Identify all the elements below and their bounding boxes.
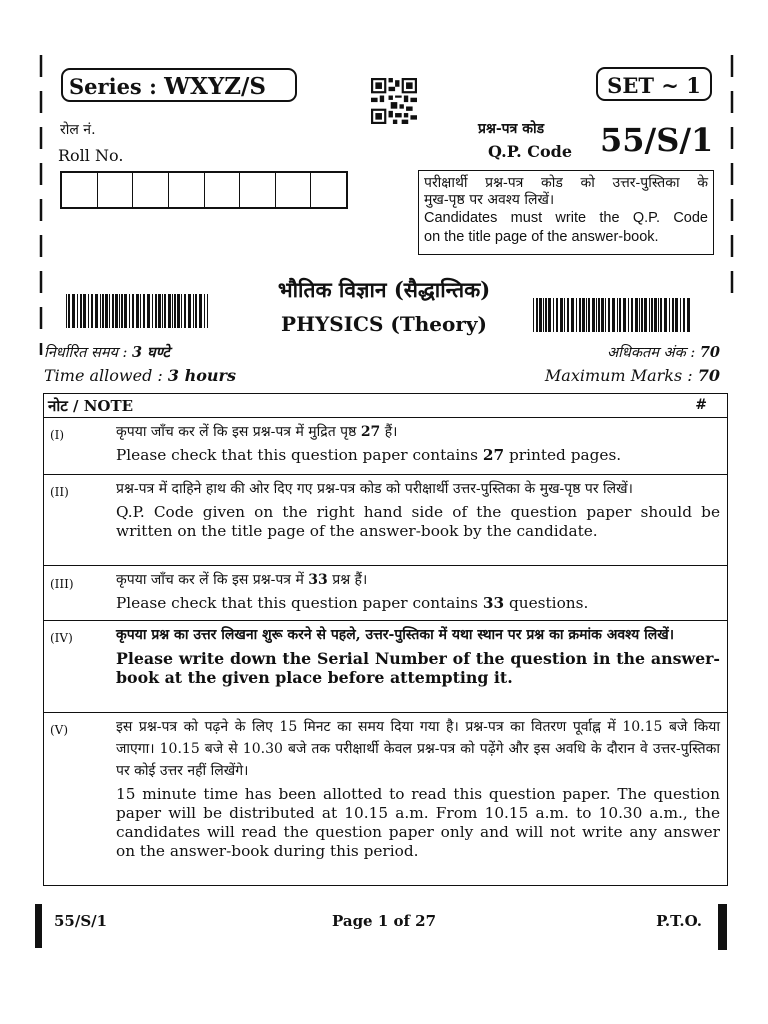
note-divider	[44, 417, 727, 418]
note-1-hi-c: हैं।	[380, 424, 398, 440]
note-item-2-hindi: प्रश्न-पत्र में दाहिने हाथ की ओर दिए गए प्रश्न-पत्र कोड को परीक्षार्थी उत्तर-पुस्तिका के मुख-पृष्ठ पर लिखें।	[116, 481, 633, 497]
marks-hi-label: अधिकतम अंक :	[607, 345, 700, 361]
notice-english-line-1: Candidates must write the Q.P. Code	[424, 210, 708, 226]
right-margin-dashes	[729, 55, 735, 295]
note-1-hi-a: कृपया जाँच कर लें कि इस प्रश्न-पत्र में मुद्रित पृष्ठ	[116, 424, 361, 440]
notice-hindi-line-2: मुख-पृष्ठ पर अवश्य लिखें।	[424, 192, 555, 208]
note-item-4-english: Please write down the Serial Number of the question in the answer-book at the given place before attempting it.	[116, 649, 720, 687]
time-en-label: Time allowed :	[44, 366, 168, 385]
note-3-hi-b: 33	[308, 572, 328, 588]
note-item-number: (IV)	[50, 631, 73, 645]
time-allowed-hindi	[44, 342, 170, 362]
roll-box[interactable]	[311, 173, 346, 207]
roll-box[interactable]	[169, 173, 205, 207]
left-margin-dashes	[38, 55, 44, 355]
qr-code-icon	[371, 78, 417, 124]
note-1-en-b: 27	[482, 446, 505, 464]
series-box	[61, 68, 297, 102]
footer-page-number: Page 1 of 27	[331, 912, 437, 930]
footer-qp-code: 55/S/1	[54, 912, 108, 930]
candidate-notice-box	[418, 170, 714, 255]
note-item-1-hindi	[116, 421, 720, 443]
note-item-3-english	[116, 594, 720, 613]
note-item-1-english	[116, 446, 720, 465]
note-heading: नोट / NOTE	[48, 397, 134, 415]
roll-box[interactable]	[98, 173, 134, 207]
note-1-en-a: Please check that this question paper contains	[116, 446, 483, 464]
note-item-4-hindi: कृपया प्रश्न का उत्तर लिखना शुरू करने से पहले, उत्तर-पुस्तिका में यथा स्थान पर प्रश्न का क्रमांक अवश्य लिखें।	[116, 627, 675, 643]
note-item-5	[116, 716, 720, 861]
notice-english-line-2: on the title page of the answer-book.	[424, 229, 659, 245]
subject-title: PHYSICS (Theory)	[281, 312, 487, 336]
note-item-3	[116, 569, 720, 613]
note-divider	[44, 620, 727, 621]
time-en-value: 3 hours	[167, 366, 236, 385]
note-item-5-hindi: इस प्रश्न-पत्र को पढ़ने के लिए 15 मिनट का समय दिया गया है। प्रश्न-पत्र का वितरण पूर्वाह्न में 10.15 बजे किया जाएगा। 10.15 बजे से 10.30 बजे तक परीक्षार्थी केवल प्रश्न-पत्र को पढ़ेंगे और इस अवधि के दौरान वे उत्तर-पुस्तिका पर कोई उत्तर नहीं लिखेंगे।	[116, 719, 720, 779]
maximum-marks	[545, 366, 720, 385]
qp-code-value: 55/S/1	[600, 121, 714, 159]
note-1-hi-b: 27	[360, 424, 381, 440]
roll-box[interactable]	[133, 173, 169, 207]
roll-label: Roll No.	[58, 146, 124, 165]
qp-code-label: Q.P. Code	[488, 142, 573, 161]
note-item-2	[116, 478, 720, 541]
roll-box[interactable]	[240, 173, 276, 207]
note-item-5-english: 15 minute time has been allotted to read this question paper. The question paper will be distributed at 10.15 a.m. From 10.15 a.m. to 10.30 a.m., the candidates will read the question paper only and will not write any answer on the answer-book during this period.	[116, 785, 720, 860]
note-item-number: (V)	[50, 723, 69, 737]
series-label: Series :	[69, 74, 165, 99]
note-divider	[44, 565, 727, 566]
note-item-number: (III)	[50, 577, 74, 591]
note-item-2-english: Q.P. Code given on the right hand side of the question paper should be written on the title page of the answer-book by the candidate.	[116, 503, 720, 540]
footer-pto: P.T.O.	[656, 912, 702, 930]
note-item-3-hindi	[116, 569, 720, 591]
note-3-en-c: questions.	[504, 594, 589, 612]
note-item-1	[116, 421, 720, 465]
note-item-4	[116, 624, 720, 687]
marks-en-label: Maximum Marks :	[544, 366, 698, 385]
note-3-hi-c: प्रश्न हैं।	[327, 572, 368, 588]
qp-code-label-hindi: प्रश्न-पत्र कोड	[478, 121, 545, 137]
time-hi-value: 3 घण्टे	[132, 344, 170, 361]
time-hi-label: निर्धारित समय :	[44, 345, 133, 361]
roll-number-boxes[interactable]	[60, 171, 348, 209]
roll-label-hindi: रोल नं.	[60, 122, 96, 138]
note-item-number: (I)	[50, 428, 65, 442]
note-item-number: (II)	[50, 485, 69, 499]
note-divider	[44, 712, 727, 713]
roll-box[interactable]	[276, 173, 312, 207]
marks-hi-value: 70	[699, 344, 720, 361]
maximum-marks-hindi	[607, 342, 720, 362]
note-box	[43, 393, 728, 886]
series-code: WXYZ/S	[164, 73, 267, 100]
note-3-en-a: Please check that this question paper contains	[116, 594, 483, 612]
note-3-en-b: 33	[482, 594, 505, 612]
note-divider	[44, 474, 727, 475]
roll-box[interactable]	[62, 173, 98, 207]
set-box: SET ~ 1	[596, 67, 712, 101]
note-3-hi-a: कृपया जाँच कर लें कि इस प्रश्न-पत्र में	[116, 572, 309, 588]
notice-hindi-line-1: परीक्षार्थी प्रश्न-पत्र कोड को उत्तर-पुस्तिका के	[424, 175, 708, 191]
note-hash-mark: #	[695, 397, 707, 413]
roll-box[interactable]	[205, 173, 241, 207]
marks-en-value: 70	[697, 366, 720, 385]
time-allowed	[44, 366, 236, 385]
note-1-en-c: printed pages.	[504, 446, 622, 464]
subject-title-hindi: भौतिक विज्ञान (सैद्धान्तिक)	[277, 277, 491, 302]
